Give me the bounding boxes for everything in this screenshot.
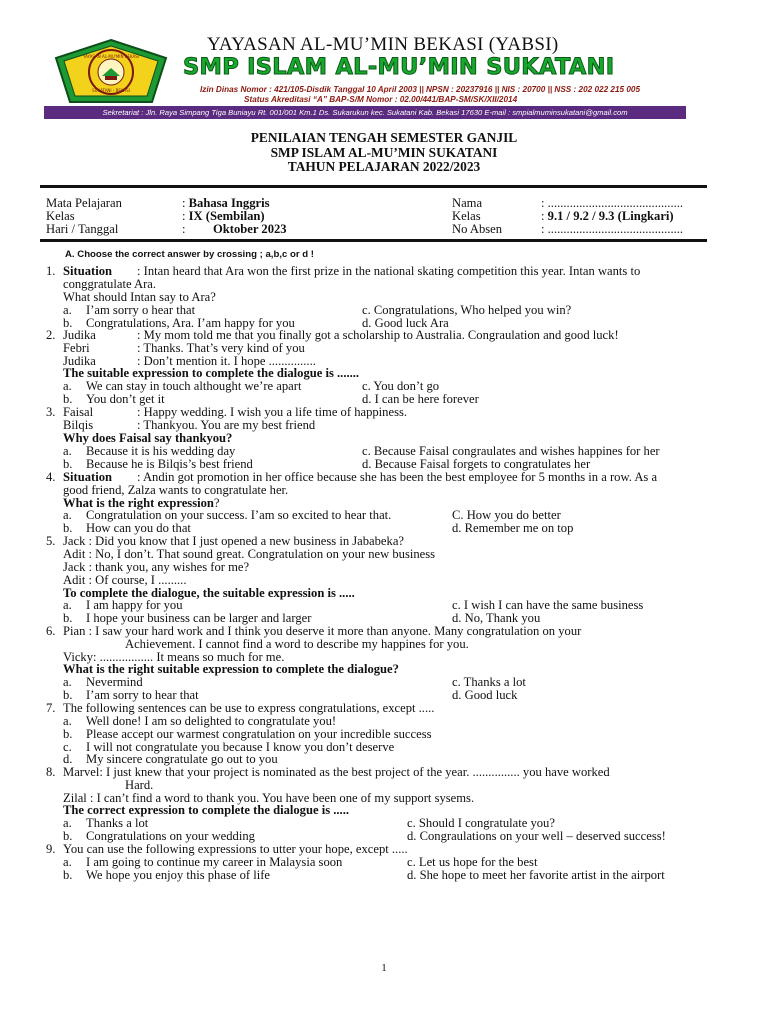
q2-option-c: c. You don’t go (362, 379, 440, 393)
q4-option-c: C. How you do better (452, 508, 561, 522)
q6-option-c: c. Thanks a lot (452, 675, 526, 689)
q8-option-a: Thanks a lot (86, 816, 149, 830)
q6-line1: Pian : I saw your hard work and I think you deserve it more than anyone. Many congratulation on your (63, 624, 582, 638)
q2-number: 2. (46, 328, 56, 342)
q9-number: 9. (46, 842, 56, 856)
q8-option-c: c. Should I congratulate you? (407, 816, 555, 830)
date-value: Oktober 2023 (213, 222, 287, 236)
q2-speaker2: Febri (63, 341, 90, 355)
divider-top (40, 185, 707, 188)
q4-a-letter: a. (63, 508, 72, 522)
q7-option-a: Well done! I am so delighted to congratulate you! (86, 714, 337, 728)
q7-option-b: Please accept our warmest congratulation on your incredible success (86, 727, 432, 741)
q9-option-c: c. Let us hope for the best (407, 855, 538, 869)
q3-line1: : Happy wedding. I wish you a life time of happiness. (137, 405, 408, 419)
class-value: IX (Sembilan) (188, 209, 265, 223)
q5-option-a: I am happy for you (86, 598, 183, 612)
q8-b-letter: b. (63, 829, 73, 843)
q9-text: You can use the following expressions to utter your hope, except ..... (63, 842, 408, 856)
q6-option-a: Nevermind (86, 675, 143, 689)
exam-year: TAHUN PELAJARAN 2022/2023 (287, 159, 481, 174)
q9-option-d: d. She hope to meet her favorite artist in the airport (407, 868, 665, 882)
q5-line2: Adit : No, I don’t. That sound great. Congratulation on your new business (63, 547, 436, 561)
q6-option-d: d. Good luck (452, 688, 518, 702)
q2-a-letter: a. (63, 379, 72, 393)
q8-number: 8. (46, 765, 56, 779)
exam-title: PENILAIAN TENGAH SEMESTER GANJIL (250, 130, 518, 145)
divider-bottom (40, 239, 707, 242)
q4-cont: good friend, Zalza wants to congratulate her. (63, 483, 289, 497)
q3-option-d: d. Because Faisal forgets to congratulates her (362, 457, 591, 471)
q1-option-d: d. Good luck Ara (362, 316, 449, 330)
q7-c-letter: c. (63, 740, 72, 754)
q1-b-letter: b. (63, 316, 73, 330)
q3-question: Why does Faisal say thankyou? (63, 431, 233, 445)
q3-b-letter: b. (63, 457, 73, 471)
q7-a-letter: a. (63, 714, 72, 728)
q2-line2: : Thanks. That’s very kind of you (137, 341, 305, 355)
q8-a-letter: a. (63, 816, 72, 830)
q9-b-letter: b. (63, 868, 73, 882)
q5-option-b: I hope your business can be larger and larger (86, 611, 312, 625)
q6-question: What is the right suitable expression to complete the dialogue? (63, 662, 399, 676)
q5-a-letter: a. (63, 598, 72, 612)
q2-option-b: You don’t get it (86, 392, 165, 406)
q7-option-c: I will not congratulate you because I know you don’t deserve (86, 740, 395, 754)
permit-line: Izin Dinas Nomor : 421/105-Disdik Tanggal 10 April 2003 || NPSN : 20237916 || NIS : 20700 || NSS : 202 022 215 005 (200, 85, 641, 94)
q1-option-a: I’am sorry o hear that (86, 303, 196, 317)
q4-text: : Andin got promotion in her office because she has been the best employee for 5 months in a row. As a (137, 470, 658, 484)
q3-speaker1: Faisal (63, 405, 94, 419)
class-label: Kelas (46, 209, 75, 223)
q5-number: 5. (46, 534, 56, 548)
kelas-label: Kelas (452, 209, 481, 223)
class-colon: : IX (Sembilan) (182, 209, 265, 223)
q2-line1: : My mom told me that you finally got a scholarship to Australia. Congraulation and good luck! (137, 328, 619, 342)
q2-speaker3: Judika (63, 354, 96, 368)
q3-option-c: c. Because Faisal congraulates and wishes happines for her (362, 444, 660, 458)
q9-a-letter: a. (63, 855, 72, 869)
secretariat-bar: Sekretariat : Jln. Raya Simpang Tiga Buniayu Rt. 001/001 Km.1 Ds. Sukarukun kec. Sukatani Kab. Bekasi 17630 E-mail : smpialmuminsukatani@gmail.com (44, 106, 686, 119)
kelas-field: : 9.1 / 9.2 / 9.3 (Lingkari) (541, 209, 674, 223)
q2-option-a: We can stay in touch althought we’re apart (86, 379, 302, 393)
q8-line2: Hard. (125, 778, 154, 792)
q6-a-letter: a. (63, 675, 72, 689)
q9-option-a: I am going to continue my career in Malaysia soon (86, 855, 343, 869)
section-a-instruction: A. Choose the correct answer by crossing ; a,b,c or d ! (65, 249, 314, 260)
q7-b-letter: b. (63, 727, 73, 741)
q2-option-d: d. I can be here forever (362, 392, 479, 406)
q6-b-letter: b. (63, 688, 73, 702)
date-colon: : (182, 222, 186, 236)
date-label: Hari / Tanggal (46, 222, 119, 236)
school-name: SMP ISLAM AL-MU’MIN SUKATANI (183, 54, 615, 80)
q6-number: 6. (46, 624, 56, 638)
subject-value: Bahasa Inggris (188, 196, 270, 210)
q3-option-a: Because it is his wedding day (86, 444, 236, 458)
q4-option-d: d. Remember me on top (452, 521, 574, 535)
q4-option-a: Congratulation on your success. I’am so excited to hear that. (86, 508, 392, 522)
q1-label: Situation (63, 264, 112, 278)
name-label: Nama (452, 196, 483, 210)
school-logo (52, 38, 170, 106)
q4-b-letter: b. (63, 521, 73, 535)
q1-number: 1. (46, 264, 56, 278)
q6-line3: Vicky: ................. It means so much for me. (63, 650, 285, 664)
q1-question: What should Intan say to Ara? (63, 290, 216, 304)
absen-field: : ........................................... (541, 222, 684, 236)
q4-number: 4. (46, 470, 56, 484)
q5-option-c: c. I wish I can have the same business (452, 598, 644, 612)
q8-option-b: Congratulations on your wedding (86, 829, 255, 843)
q5-line4: Adit : Of course, I ......... (63, 573, 187, 587)
q7-text: The following sentences can be use to express congratulations, except ..... (63, 701, 435, 715)
q5-line1: Jack : Did you know that I just opened a new business in Jababeka? (63, 534, 405, 548)
absen-label: No Absen (452, 222, 503, 236)
q1-cont: conggratulate Ara. (63, 277, 157, 291)
q9-option-b: We hope you enjoy this phase of life (86, 868, 270, 882)
q2-question: The suitable expression to complete the dialogue is ....... (63, 366, 360, 380)
q8-line3: Zilal : I can’t find a word to thank you. You have been one of my support sysems. (63, 791, 475, 805)
q7-option-d: My sincere congratulate go out to you (86, 752, 278, 766)
q5-b-letter: b. (63, 611, 73, 625)
q6-option-b: I’am sorry to hear that (86, 688, 199, 702)
logo-text-top: YAYASAN AL-MU'MIN BEKASI (82, 54, 140, 59)
q7-number: 7. (46, 701, 56, 715)
name-field: : ........................................... (541, 196, 684, 210)
q1-option-c: c. Congratulations, Who helped you win? (362, 303, 572, 317)
q3-a-letter: a. (63, 444, 72, 458)
q8-option-d: d. Congraulations on your well – deserved success! (407, 829, 666, 843)
q2-b-letter: b. (63, 392, 73, 406)
q5-question: To complete the dialogue, the suitable expression is ..... (63, 586, 355, 600)
q6-line2: Achievement. I cannot find a word to describe my happines for you. (125, 637, 469, 651)
subject-label: Mata Pelajaran (46, 196, 122, 210)
accreditation-line: Status Akreditasi “A” BAP-S/M Nomor : 02.00/441/BAP-SM/SK/XII/2014 (244, 95, 518, 104)
q5-option-d: d. No, Thank you (452, 611, 541, 625)
subject-colon: : Bahasa Inggris (182, 196, 270, 210)
q4-label: Situation (63, 470, 112, 484)
q1-text: : Intan heard that Ara won the first prize in the national skating competition this year. Intan wants to (137, 264, 641, 278)
logo-text-bottom: SUKATANI - BEKASI (92, 88, 130, 93)
q8-line1: Marvel: I just knew that your project is nominated as the best project of the year. ............... you have worked (63, 765, 610, 779)
q3-speaker2: Bilqis (63, 418, 94, 432)
q2-speaker1: Judika (63, 328, 96, 342)
q3-number: 3. (46, 405, 56, 419)
q4-option-b: How can you do that (86, 521, 191, 535)
exam-school: SMP ISLAM AL-MU’MIN SUKATANI (270, 145, 498, 160)
q1-a-letter: a. (63, 303, 72, 317)
q4-question: What is the right expression? (63, 496, 220, 510)
page-number: 1 (381, 962, 387, 974)
q7-d-letter: d. (63, 752, 73, 766)
q1-option-b: Congratulations, Ara. I’am happy for you (86, 316, 295, 330)
foundation-name: YAYASAN AL-MU’MIN BEKASI (YABSI) (207, 34, 559, 55)
q3-line2: : Thankyou. You are my best friend (137, 418, 316, 432)
q8-question: The correct expression to complete the dialogue is ..... (63, 803, 349, 817)
q2-line3: : Don’t mention it. I hope ............... (137, 354, 316, 368)
q3-option-b: Because he is Bilqis’s best friend (86, 457, 253, 471)
q5-line3: Jack : thank you, any wishes for me? (63, 560, 250, 574)
